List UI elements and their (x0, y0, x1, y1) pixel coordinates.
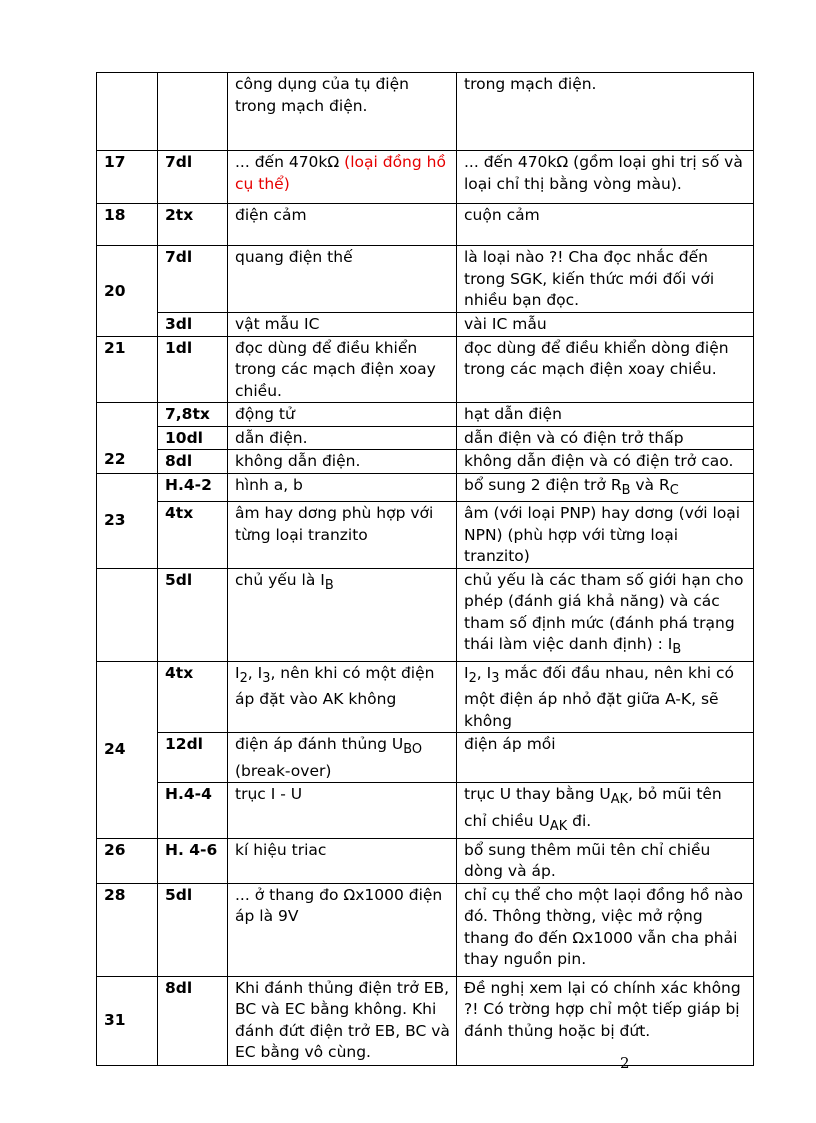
line-cell: 1dl (158, 336, 228, 403)
page-cell: 20 (97, 246, 158, 337)
wrong-text: I (235, 663, 240, 682)
wrong-cell: hình a, b (228, 473, 457, 502)
right-cell (457, 473, 754, 502)
subscript: AK (610, 792, 629, 808)
table-row (97, 73, 754, 151)
right-cell: vài IC mẫu (457, 313, 754, 337)
right-text: , bỏ mũi tên chỉ chiều U (464, 785, 722, 830)
table-row (97, 246, 754, 313)
wrong-cell (228, 661, 457, 733)
subscript: BO (403, 742, 423, 758)
page-cell: 26 (97, 838, 158, 883)
wrong-cell: trục I - U (228, 783, 457, 838)
line-cell: 10dl (158, 426, 228, 450)
wrong-cell: âm hay dơng phù hợp với từng loại tranzito (228, 502, 457, 569)
red-note: (loại đồng hồ cụ thể) (235, 153, 446, 193)
table-row (97, 473, 754, 502)
wrong-cell: đọc dùng để điều khiển trong các mạch điện xoay chiều. (228, 336, 457, 403)
table-row (97, 450, 754, 474)
page-cell: 18 (97, 204, 158, 246)
subscript: B (621, 482, 631, 498)
wrong-cell: quang điện thế (228, 246, 457, 313)
right-cell: trong mạch điện. (457, 73, 754, 151)
wrong-text: , I (247, 663, 263, 682)
table-row (97, 976, 754, 1065)
right-cell: dẫn điện và có điện trở thấp (457, 426, 754, 450)
page-cell: 23 (97, 473, 158, 568)
page-cell: 28 (97, 883, 158, 976)
page-cell: 17 (97, 151, 158, 204)
right-text: I (464, 663, 469, 682)
wrong-text: , nên khi có một điện áp đặt vào AK không (235, 663, 435, 709)
page-cell (97, 73, 158, 151)
wrong-cell (228, 568, 457, 661)
line-cell: H. 4-6 (158, 838, 228, 883)
right-cell: ... đến 470kΩ (gồm loại ghi trị số và loại chỉ thị bằng vòng màu). (457, 151, 754, 204)
right-cell: hạt dẫn điện (457, 403, 754, 427)
wrong-cell (228, 151, 457, 204)
right-cell: cuộn cảm (457, 204, 754, 246)
wrong-text: (break-over) (235, 761, 332, 780)
right-cell: âm (với loại PNP) hay dơng (với loại NPN) (phù hợp với từng loại tranzito) (457, 502, 754, 569)
table-row (97, 838, 754, 883)
line-cell: 3dl (158, 313, 228, 337)
wrong-cell: không dẫn điện. (228, 450, 457, 474)
wrong-cell: điện cảm (228, 204, 457, 246)
subscript: AK (549, 819, 568, 835)
page-number: 2 (620, 1054, 630, 1072)
line-cell: 8dl (158, 450, 228, 474)
errata-table (96, 72, 754, 1066)
wrong-cell: Khi đánh thủng điện trở EB, BC và EC bằng không. Khi đánh đứt điện trở EB, BC và EC bằng vô cùng. (228, 976, 457, 1065)
right-cell (457, 661, 754, 733)
right-cell: Đề nghị xem lại có chính xác không ?! Có trờng hợp chỉ một tiếp giáp bị đánh thủng hoặc bị đứt. (457, 976, 754, 1065)
line-cell: 4tx (158, 661, 228, 733)
line-cell: 5dl (158, 568, 228, 661)
table-row (97, 783, 754, 838)
right-text: đi. (567, 811, 592, 830)
table-row (97, 733, 754, 783)
line-cell: 4tx (158, 502, 228, 569)
line-cell: 8dl (158, 976, 228, 1065)
line-cell: 5dl (158, 883, 228, 976)
wrong-cell: dẫn điện. (228, 426, 457, 450)
table-row (97, 502, 754, 569)
right-text: , I (476, 663, 492, 682)
right-cell: điện áp mồi (457, 733, 754, 783)
table-row (97, 568, 754, 661)
line-cell: 7dl (158, 246, 228, 313)
wrong-text: điện áp đánh thủng U (235, 735, 404, 754)
table-row (97, 313, 754, 337)
subscript: C (669, 482, 679, 498)
page-cell: 31 (97, 976, 158, 1065)
wrong-text: chủ yếu là I (235, 570, 325, 589)
page-cell (97, 568, 158, 661)
page-cell: 24 (97, 661, 158, 838)
right-text: chủ yếu là các tham số giới hạn cho phép (đánh giá khả năng) và các tham số định mức (đánh phá trạng thái làm việc danh định) : I (464, 570, 744, 654)
table-row (97, 151, 754, 204)
right-cell (457, 783, 754, 838)
right-cell (457, 568, 754, 661)
right-text: mắc đối đầu nhau, nên khi có một điện áp nhỏ đặt giữa A-K, sẽ không (464, 663, 735, 730)
table-row (97, 403, 754, 427)
subscript: B (672, 642, 682, 658)
table-row (97, 883, 754, 976)
wrong-cell: vật mẫu IC (228, 313, 457, 337)
line-cell: H.4-2 (158, 473, 228, 502)
right-cell: đọc dùng để điều khiển dòng điện trong các mạch điện xoay chiều. (457, 336, 754, 403)
line-cell: H.4-4 (158, 783, 228, 838)
right-cell: là loại nào ?! Cha đọc nhắc đến trong SGK, kiến thức mới đối với nhiều bạn đọc. (457, 246, 754, 313)
subscript: B (324, 577, 334, 593)
subscript: 3 (491, 670, 500, 686)
right-text: trục U thay bằng U (464, 785, 611, 804)
subscript: 2 (239, 670, 248, 686)
right-cell: chỉ cụ thể cho một laọi đồng hồ nào đó. Thông thờng, việc mở rộng thang đo đến Ωx1000 vẫn cha phải thay nguồn pin. (457, 883, 754, 976)
line-cell (158, 73, 228, 151)
wrong-text: ... đến 470kΩ (235, 153, 345, 171)
right-text: và R (630, 475, 670, 494)
right-cell: bổ sung thêm mũi tên chỉ chiều dòng và áp. (457, 838, 754, 883)
wrong-cell: động tử (228, 403, 457, 427)
page-cell: 22 (97, 403, 158, 474)
subscript: 3 (262, 670, 271, 686)
table-row (97, 661, 754, 733)
table-row (97, 204, 754, 246)
wrong-cell: kí hiệu triac (228, 838, 457, 883)
right-text: bổ sung 2 điện trở R (464, 475, 622, 494)
table-row (97, 336, 754, 403)
line-cell: 12dl (158, 733, 228, 783)
subscript: 2 (468, 670, 477, 686)
line-cell: 2tx (158, 204, 228, 246)
right-cell: không dẫn điện và có điện trở cao. (457, 450, 754, 474)
line-cell: 7,8tx (158, 403, 228, 427)
line-cell: 7dl (158, 151, 228, 204)
page-cell: 21 (97, 336, 158, 403)
wrong-cell: ... ở thang đo Ωx1000 điện áp là 9V (228, 883, 457, 976)
table-row (97, 426, 754, 450)
wrong-cell: công dụng của tụ điện trong mạch điện. (228, 73, 457, 151)
wrong-cell (228, 733, 457, 783)
